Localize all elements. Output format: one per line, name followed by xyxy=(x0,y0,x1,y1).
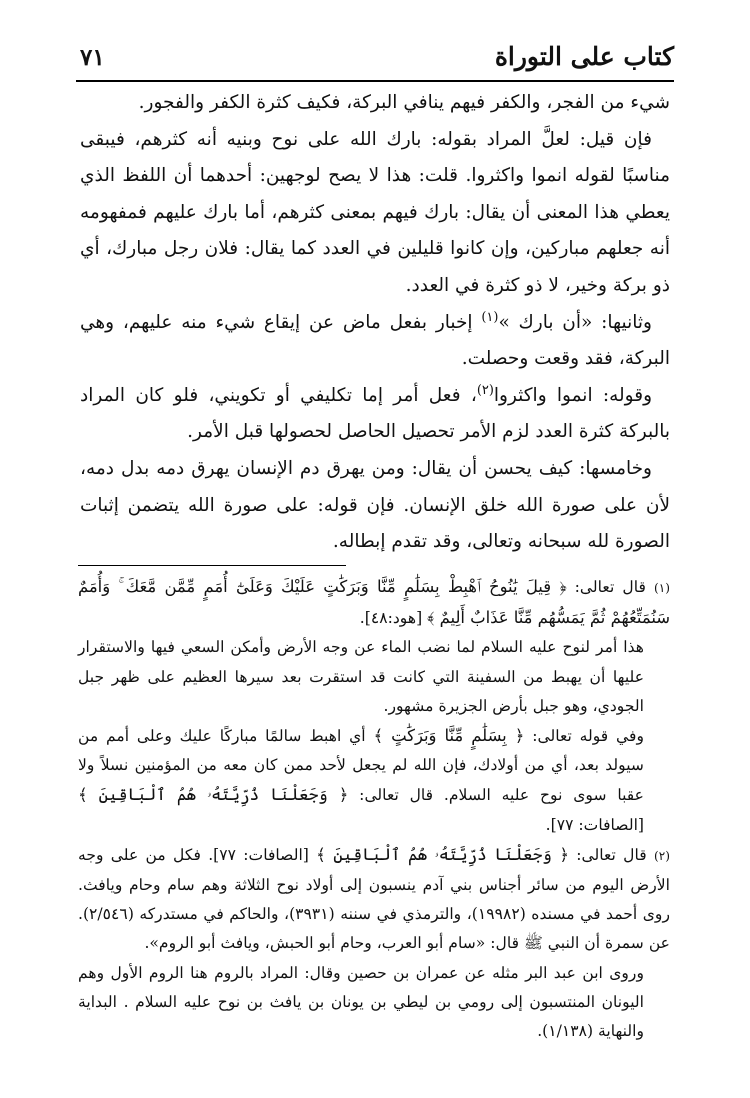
paragraph-3-text: وثانيها: «أن بارك » xyxy=(498,311,652,333)
paragraph-3-cont: إخبار بفعل ماض عن إيقاع شيء منه عليهم، وهي البركة، فقد وقعت وحصلت. xyxy=(80,311,670,370)
quran-verse: ﴿ بِسَلَٰمٍ مِّنَّا وَبَرَكَٰتٍ ﴾ xyxy=(373,726,525,746)
quran-verse: ﴿ قِيلَ يَٰنُوحُ ٱهْبِطْ بِسَلَٰمٍ مِّنَّا وَبَرَكَٰتٍ عَلَيْكَ وَعَلَىٰٓ أُمَمٍ مِّمَّن مَّعَكَ ۚ وَأُمَمٌ سَنُمَتِّعُهُمْ ثُمَّ يَمَسُّهُم مِّنَّا عَذَابٌ أَلِيمٌ ﴾ xyxy=(78,577,670,628)
footnote-1-text-2-end: [الصافات: ٧٧]. xyxy=(545,815,644,834)
main-text xyxy=(80,85,670,561)
footnote-1-text-1: هذا أمر لنوح عليه السلام لما نضب الماء عن وجه الأرض وأمكن السعي فيها والاستقرار عليها أن يهبط من السفينة التي كانت قد استقرت بعد سيرها العظيم على ظهر جبل الجودي، وهو جبل بأرض الجزيرة مشهور. xyxy=(78,638,644,715)
footnotes xyxy=(78,572,670,1046)
paragraph-3 xyxy=(80,305,670,378)
footnote-1-lead: قال تعالى: xyxy=(566,578,654,596)
footnote-1-text-2-mid: أي اهبط سالمًا مباركًا عليك وعلى أمم من سيولد بعد، أي من أولادك، فإن الله لم يجعل لأحد ممن كان معه من المؤمنين نسلاً ولا عقبا سوى نوح عليه السلام. قال تعالى: xyxy=(78,727,644,805)
paragraph-4-text: وقوله: انموا واكثروا xyxy=(493,384,653,406)
paragraph-1: شيء من الفجر، والكفر فيهم ينافي البركة، فكيف كثرة الكفر والفجور. xyxy=(138,92,670,113)
quran-verse: ﴿ وَجَعَلْنَا ذُرِّيَّتَهُۥ هُمُ ٱلْبَاقِينَ ﴾ xyxy=(316,844,569,864)
footnote-1-text-2-pre: وفي قوله تعالى: xyxy=(524,727,645,746)
quran-verse: ﴿ وَجَعَلْنَا ذُرِّيَّتَهُۥ هُمُ ٱلْبَاقِينَ ﴾ xyxy=(78,785,349,805)
running-title: كتاب على التوراة xyxy=(494,42,674,71)
footnote-2-text-2: وروى ابن عبد البر مثله عن عمران بن حصين وقال: المراد بالروم هنا الروم الأول وهم اليونان المنتسبون إلى رومي بن ليطي بن يونان بن يافث بن نوح عليه السلام . البداية والنهاية (١/١٣٨). xyxy=(78,963,644,1041)
paragraph-4 xyxy=(80,378,670,451)
footnote-2-rest: [الصافات: ٧٧]. فكل من على وجه الأرض اليوم من سائر أجناس بني آدم ينسبون إلى أولاد نوح الثلاثة وهم سام وحام ويافث. روى أحمد في مسنده (١٩٩٨٢)، والترمذي في سننه (٣٩٣١)، والحاكم في مستدركه (٢/٥٤٦). عن سمرة أن النبي ﷺ قال: «سام أبو العرب، وحام أبو الحبش، ويافث أبو الروم». xyxy=(78,845,670,953)
verse-reference: [هود:٤٨]. xyxy=(359,609,428,628)
paragraph-2: فإن قيل: لعلَّ المراد بقوله: بارك الله على نوح وبنيه أنه كثرهم، فيبقى مناسبًا لقوله انموا واكثروا. قلت: هذا لا يصح لوجهين: أحدهما أن اللفظ الذي يعطي هذا المعنى أن يقال: بارك فيهم بمعنى كثرهم، أما بارك عليهم فمفهومه أنه جعلهم مباركين، وإن كانوا قليلين في العدد كما يقال: فلان رجل مبارك، أي ذو بركة وخير، لا ذو كثرة في العدد. xyxy=(80,128,670,296)
footnote-2-lead: قال تعالى: xyxy=(568,845,654,864)
page-number: ٧١ xyxy=(80,44,105,71)
paragraph-5: وخامسها: كيف يحسن أن يقال: ومن يهرق دم الإنسان يهرق دمه بدل دمه، لأن على صورة الله خلق الإنسان. فإن قوله: على صورة الله يتضمن إثبات الصورة لله سبحانه وتعالى، وقد تقدم إبطاله. xyxy=(80,457,670,553)
footnote-ref-1: (١) xyxy=(481,309,499,325)
footnote-1-number: (١) xyxy=(653,581,670,595)
footnote-2 xyxy=(78,840,670,959)
page-header xyxy=(76,40,674,82)
footnote-1-text-2 xyxy=(78,721,670,840)
footnote-2-number: (٢) xyxy=(653,848,670,863)
footnote-1 xyxy=(78,572,670,633)
footnote-ref-2: (٢) xyxy=(476,382,494,398)
paragraph-4-cont: ، فعل أمر إما تكليفي أو تكويني، فلو كان المراد بالبركة كثرة العدد لزم الأمر تحصيل الحاصل لحصولها قبل الأمر. xyxy=(80,384,670,443)
footnote-separator xyxy=(78,565,346,566)
